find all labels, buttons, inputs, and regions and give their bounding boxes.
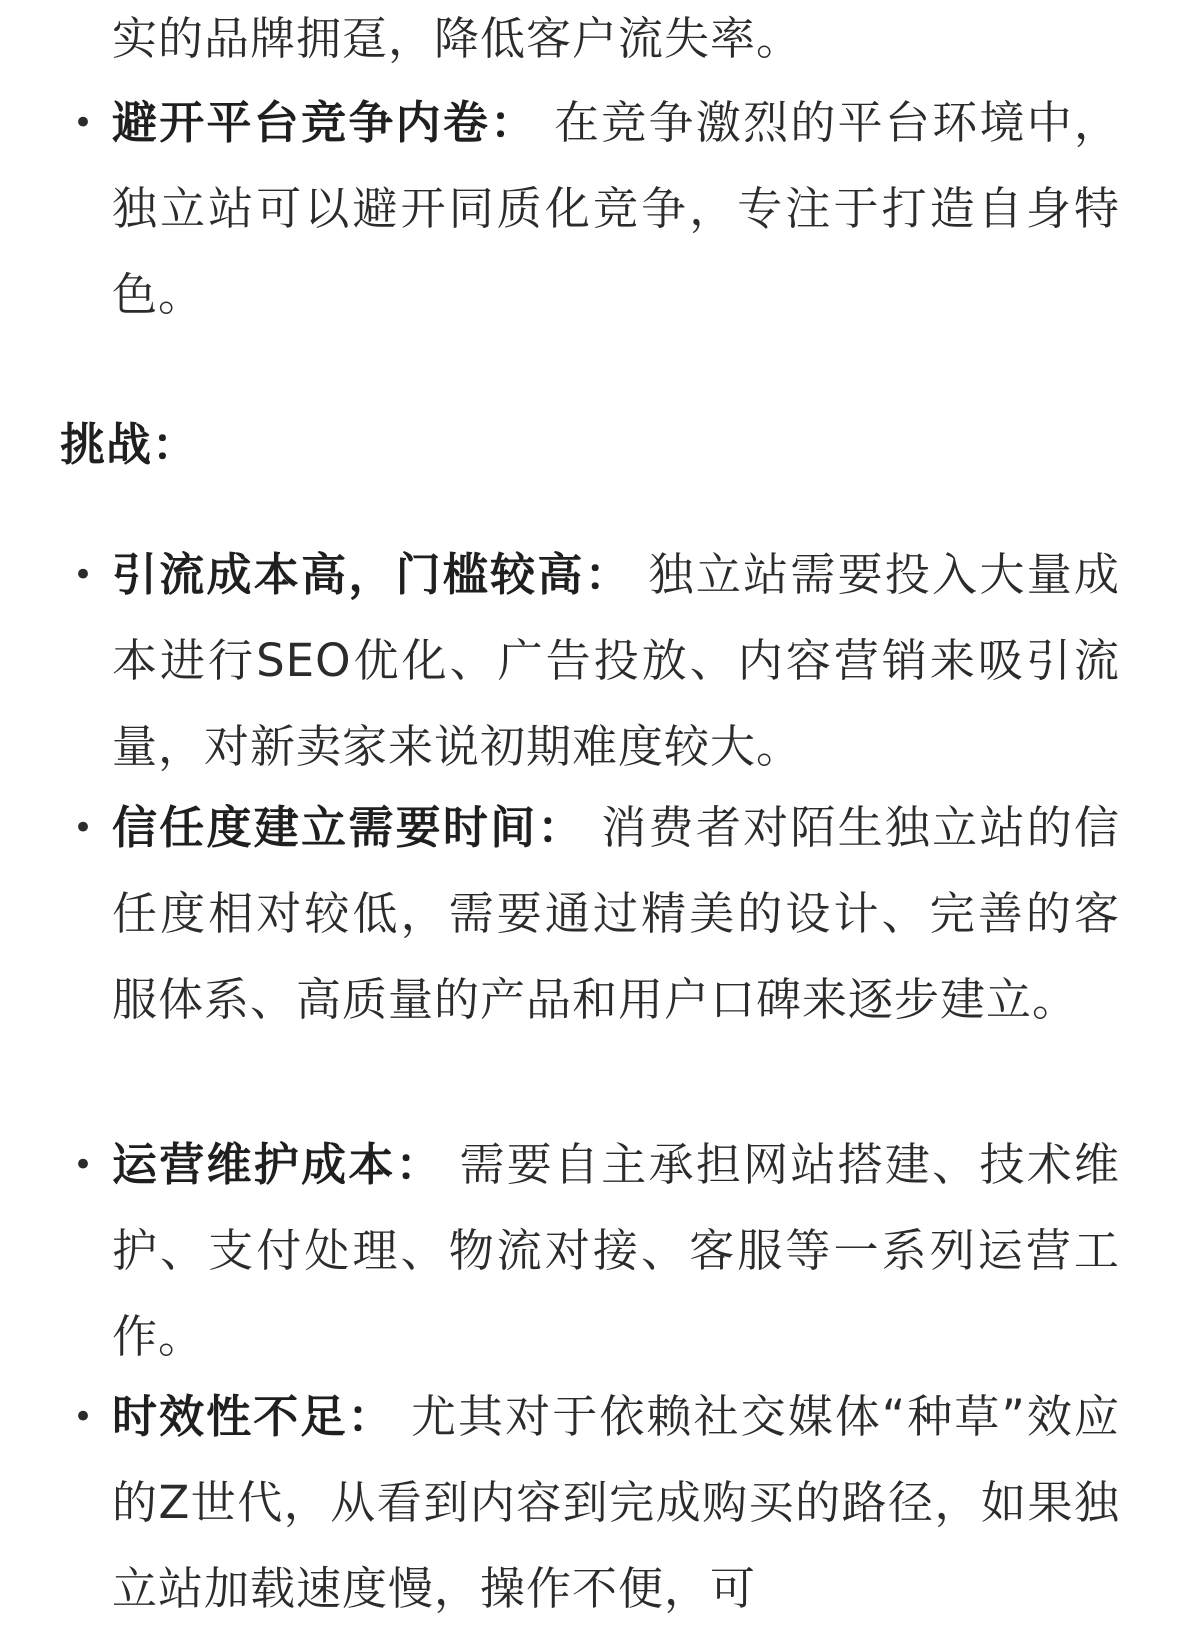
section-heading-challenges: 挑战： [60,418,199,471]
item-label: 时效性不足： [112,1390,395,1443]
fragment-text: 实的品牌拥趸，降低客户流失率。 [112,12,803,65]
item-label: 信任度建立需要时间： [112,801,585,854]
item-label: 引流成本高，门槛较高： [112,548,632,601]
list-item [112,1122,1120,1380]
item-label: 运营维护成本： [112,1138,443,1191]
item-text: 尤其对于依赖社交媒体“种草”效应的Z世代，从看到内容到完成购买的路径，如果独立站加载速度慢，操作不便，可 [112,1390,1120,1615]
bullet-dot: • [73,103,94,143]
bullet-dot: • [73,1397,94,1437]
list-item [112,532,1120,790]
bullet-dot: • [73,1145,94,1185]
paragraph-fragment [112,0,1120,82]
item-text: 需要自主承担网站搭建、技术维护、支付处理、物流对接、客服等一系列运营工作。 [112,1138,1120,1363]
item-label: 避开平台竞争内卷： [112,96,538,149]
bullet-dot: • [73,808,94,848]
item-text: 在竞争激烈的平台环境中，独立站可以避开同质化竞争，专注于打造自身特色。 [112,96,1120,321]
list-item [112,785,1120,1043]
list-item [112,1374,1120,1629]
item-text: 独立站需要投入大量成本进行SEO优化、广告投放、内容营销来吸引流量，对新卖家来说初期难度较大。 [112,548,1120,773]
item-text: 消费者对陌生独立站的信任度相对较低，需要通过精美的设计、完善的客服体系、高质量的产品和用户口碑来逐步建立。 [112,801,1120,1026]
list-item [112,80,1120,338]
bullet-dot: • [73,555,94,595]
